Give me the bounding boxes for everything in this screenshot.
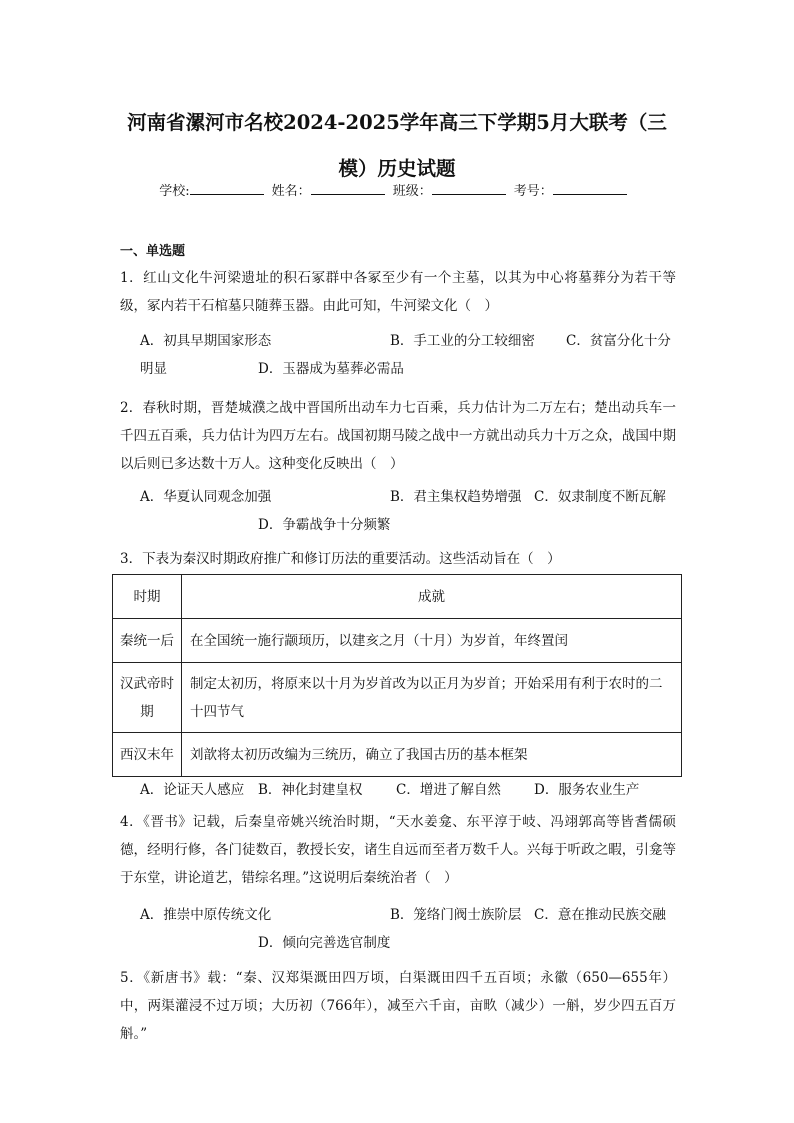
question-2-options: [140, 483, 680, 539]
name-blank[interactable]: [311, 181, 385, 195]
q2-option-d[interactable]: D．争霸战争十分频繁: [258, 517, 391, 533]
row3-period: 西汉末年: [113, 733, 182, 777]
q2-option-b[interactable]: B．君主集权趋势增强: [390, 489, 522, 505]
q1-option-c-continued: 明显: [140, 361, 167, 377]
q4-option-b[interactable]: B．笼络门阀士族阶层: [390, 907, 522, 923]
table-row: [113, 733, 682, 777]
class-label: 班级：: [392, 184, 432, 199]
q3-option-c[interactable]: C．增进了解自然: [396, 782, 501, 798]
question-1-stem: 1．红山文化牛河梁遗址的积石冢群中各冢至少有一个主墓，以其为中心将墓葬分为若干等级，冢内若干石棺墓只随葬玉器。由此可知，牛河梁文化（ ）: [120, 270, 676, 314]
q4-option-d[interactable]: D．倾向完善选官制度: [258, 935, 391, 951]
q2-option-c[interactable]: C．奴隶制度不断瓦解: [534, 489, 666, 505]
row2-achievement: 制定太初历，将原来以十月为岁首改为以正月为岁首；开始采用有利于农时的二十四节气: [182, 663, 682, 733]
q3-option-a[interactable]: A．论证天人感应: [140, 782, 245, 798]
section-heading: 一、单选题: [120, 244, 186, 259]
title-line-1: 河南省漯河市名校2024-2025学年高三下学期5月大联考（三: [127, 111, 667, 134]
table-row: [113, 663, 682, 733]
exam-title: [100, 100, 694, 192]
row1-period: 秦统一后: [113, 619, 182, 663]
exam-number-blank[interactable]: [553, 181, 627, 195]
name-label: 姓名：: [271, 184, 311, 199]
q3-option-b[interactable]: B．神化封建皇权: [258, 782, 363, 798]
class-blank[interactable]: [432, 181, 506, 195]
q1-option-c[interactable]: C．贫富分化十分: [566, 333, 671, 349]
student-info-line: [0, 181, 794, 201]
q1-option-b[interactable]: B．手工业的分工较细密: [390, 333, 535, 349]
question-1-options: [140, 327, 680, 383]
school-label: 学校:: [159, 184, 190, 199]
q4-option-a[interactable]: A．推崇中原传统文化: [140, 907, 272, 923]
row2-period: 汉武帝时期: [113, 663, 182, 733]
exam-number-label: 考号：: [513, 184, 553, 199]
question-5-stem: 5．《新唐书》载：“秦、汉郑渠溉田四万顷，白渠溉田四千五百顷；永徽（650—655年）中，两渠灌浸不过万顷；大历初（766年），减至六千亩，亩畂（减少）一斛，岁少四五百万斛。”: [120, 970, 676, 1042]
q4-option-c[interactable]: C．意在推动民族交融: [534, 907, 666, 923]
q1-option-a[interactable]: A．初具早期国家形态: [140, 333, 272, 349]
title-line-2: 模）历史试题: [338, 157, 456, 180]
question-4-options: [140, 901, 680, 957]
question-2-stem: 2．春秋时期，晋楚城濮之战中晋国所出动车力七百乘，兵力估计为二万左右；楚出动兵车一千四五百乘，兵力估计为四万左右。战国初期马陵之战中一方就出动兵力十万之众，战国中期以后则已多达数十万人。这种变化反映出（ ）: [120, 400, 676, 472]
row3-achievement: 刘歆将太初历改编为三统历，确立了我国古历的基本框架: [182, 733, 682, 777]
question-3-stem: 3．下表为秦汉时期政府推广和修订历法的重要活动。这些活动旨在（ ）: [120, 551, 561, 567]
row1-achievement: 在全国统一施行颛顼历，以建亥之月（十月）为岁首，年终置闰: [182, 619, 682, 663]
q3-option-d[interactable]: D．服务农业生产: [534, 782, 640, 798]
q1-option-d[interactable]: D．玉器成为墓葬必需品: [258, 361, 404, 377]
question-3-options: [140, 776, 680, 804]
question-4-stem: 4．《晋书》记载，后秦皇帝姚兴统治时期，“天水姜龛、东平淳于岐、冯翊郭高等皆耆儒硕德，经明行修，各门徒数百，教授长安，诸生自远而至者万数千人。兴每于听政之暇，引龛等于东堂，讲论道艺，错综名理。”这说明后秦统治者（ ）: [120, 814, 676, 886]
table-header-row: [113, 575, 682, 619]
header-period: 时期: [113, 575, 182, 619]
table-row: [113, 619, 682, 663]
calendar-table: [112, 574, 682, 777]
header-achievement: 成就: [182, 575, 682, 619]
school-blank[interactable]: [190, 181, 264, 195]
q2-option-a[interactable]: A．华夏认同观念加强: [140, 489, 272, 505]
